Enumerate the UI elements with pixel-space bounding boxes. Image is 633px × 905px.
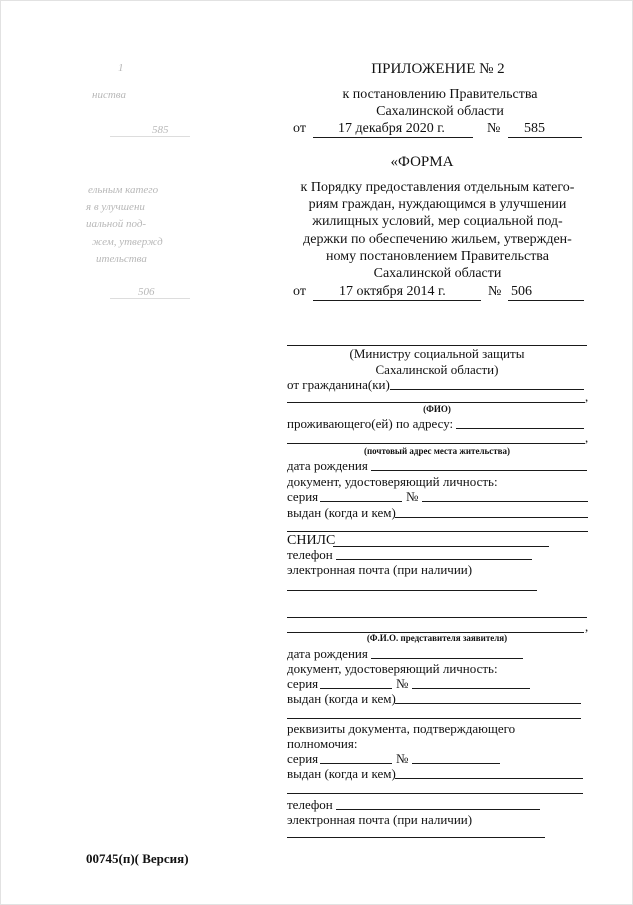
number-sign: № <box>488 284 502 299</box>
rep-series2-label: серия <box>287 751 319 766</box>
email-label: электронная почта (при наличии) <box>287 562 473 577</box>
from-label: от <box>293 284 306 299</box>
bleed-line <box>110 298 190 299</box>
region-line: Сахалинской области <box>376 104 504 119</box>
document-code: 00745(п)( Версия) <box>86 851 189 866</box>
procedure-number: 506 <box>511 284 532 299</box>
appendix-title: ПРИЛОЖЕНИЕ № 2 <box>371 61 505 77</box>
bleed-text: ниства <box>92 89 126 101</box>
addressee-text: Сахалинской области) <box>375 362 499 377</box>
rep-issued-label: выдан (когда и кем) <box>287 691 396 706</box>
issued-field[interactable] <box>395 517 588 518</box>
bleed-line <box>110 136 190 137</box>
rep-number-label: № <box>396 676 409 691</box>
representative-name-field[interactable] <box>287 617 587 618</box>
rep-issued-field-2[interactable] <box>287 718 581 719</box>
rep-series-label: серия <box>287 676 319 691</box>
rep-phone-label: телефон <box>287 797 333 812</box>
rep-issued2-field[interactable] <box>395 778 583 779</box>
rep-number2-field[interactable] <box>412 763 500 764</box>
id-document-label: документ, удостоверяющий личность: <box>287 474 498 489</box>
rep-email-field[interactable] <box>287 837 545 838</box>
bleed-text: я в улучшени <box>86 201 145 213</box>
rep-phone-field[interactable] <box>336 809 540 810</box>
bleed-text: ельным катего <box>88 184 159 196</box>
number-underline <box>508 300 584 301</box>
issued-label: выдан (когда и кем) <box>287 505 396 520</box>
number-label: № <box>406 489 419 504</box>
authority-doc-label-2: полномочия: <box>287 736 358 751</box>
rep-birth-date-field[interactable] <box>371 658 523 659</box>
bleed-text: 506 <box>138 286 155 298</box>
representative-caption: (Ф.И.О. представителя заявителя) <box>366 633 508 643</box>
citizen-name-field[interactable] <box>390 389 584 390</box>
rep-number2-label: № <box>396 751 409 766</box>
residing-label: проживающего(ей) по адресу: <box>287 416 454 431</box>
form-title: «ФОРМА <box>390 154 454 170</box>
procedure-line: ному постановлением Правительства <box>326 249 549 264</box>
phone-label: телефон <box>287 547 333 562</box>
bleed-text: 585 <box>152 124 169 136</box>
rep-issued-field[interactable] <box>395 703 581 704</box>
bleed-text: ительства <box>96 253 147 265</box>
citizen-name-field-2[interactable] <box>287 402 585 403</box>
birth-date-label: дата рождения <box>287 458 368 473</box>
resolution-number: 585 <box>524 121 545 136</box>
address-field[interactable] <box>456 428 584 429</box>
address-field-2[interactable] <box>287 443 585 444</box>
address-caption: (почтовый адрес места жительства) <box>363 446 511 456</box>
from-citizen-label: от гражданина(ки) <box>287 377 390 392</box>
rep-series2-field[interactable] <box>320 763 392 764</box>
issued-field-2[interactable] <box>287 531 588 532</box>
series-label: серия <box>287 489 319 504</box>
authority-doc-label: реквизиты документа, подтверждающего <box>287 721 516 736</box>
date-underline <box>313 137 473 138</box>
rep-issued2-label: выдан (когда и кем) <box>287 766 396 781</box>
bleed-text: жем, утвержд <box>92 236 163 248</box>
date-underline <box>313 300 481 301</box>
rep-email-label: электронная почта (при наличии) <box>287 812 473 827</box>
series-field[interactable] <box>320 501 402 502</box>
rep-issued2-field-2[interactable] <box>287 793 583 794</box>
rep-series-field[interactable] <box>320 688 392 689</box>
snils-label: СНИЛС <box>287 533 336 548</box>
phone-field[interactable] <box>336 559 532 560</box>
procedure-line: жилищных условий, мер социальной под- <box>312 214 563 229</box>
rep-birth-date-label: дата рождения <box>287 646 368 661</box>
resolution-line: к постановлению Правительства <box>342 87 538 102</box>
comma: , <box>585 430 589 445</box>
procedure-date: 17 октября 2014 г. <box>339 284 446 299</box>
fio-caption: (ФИО) <box>423 404 451 414</box>
rep-number-field[interactable] <box>412 688 530 689</box>
addressee-text: (Министру социальной защиты <box>349 346 525 361</box>
bleed-text: иальной под- <box>86 218 147 230</box>
bleed-text: 1 <box>118 62 124 74</box>
procedure-line: Сахалинской области <box>373 266 502 281</box>
from-label: от <box>293 121 306 136</box>
resolution-date: 17 декабря 2020 г. <box>338 121 445 136</box>
procedure-line: держки по обеспечению жильем, утвержден- <box>303 232 572 247</box>
comma: , <box>585 619 589 634</box>
procedure-line: к Порядку предоставления отдельным катего- <box>300 180 575 195</box>
birth-date-field[interactable] <box>371 470 587 471</box>
procedure-line: риям граждан, нуждающимся в улучшении <box>308 197 567 212</box>
rep-id-document-label: документ, удостоверяющий личность: <box>287 661 498 676</box>
email-field[interactable] <box>287 590 537 591</box>
number-field[interactable] <box>422 501 588 502</box>
number-underline <box>508 137 582 138</box>
comma: , <box>585 389 589 404</box>
number-sign: № <box>487 121 501 136</box>
snils-field[interactable] <box>333 546 549 547</box>
